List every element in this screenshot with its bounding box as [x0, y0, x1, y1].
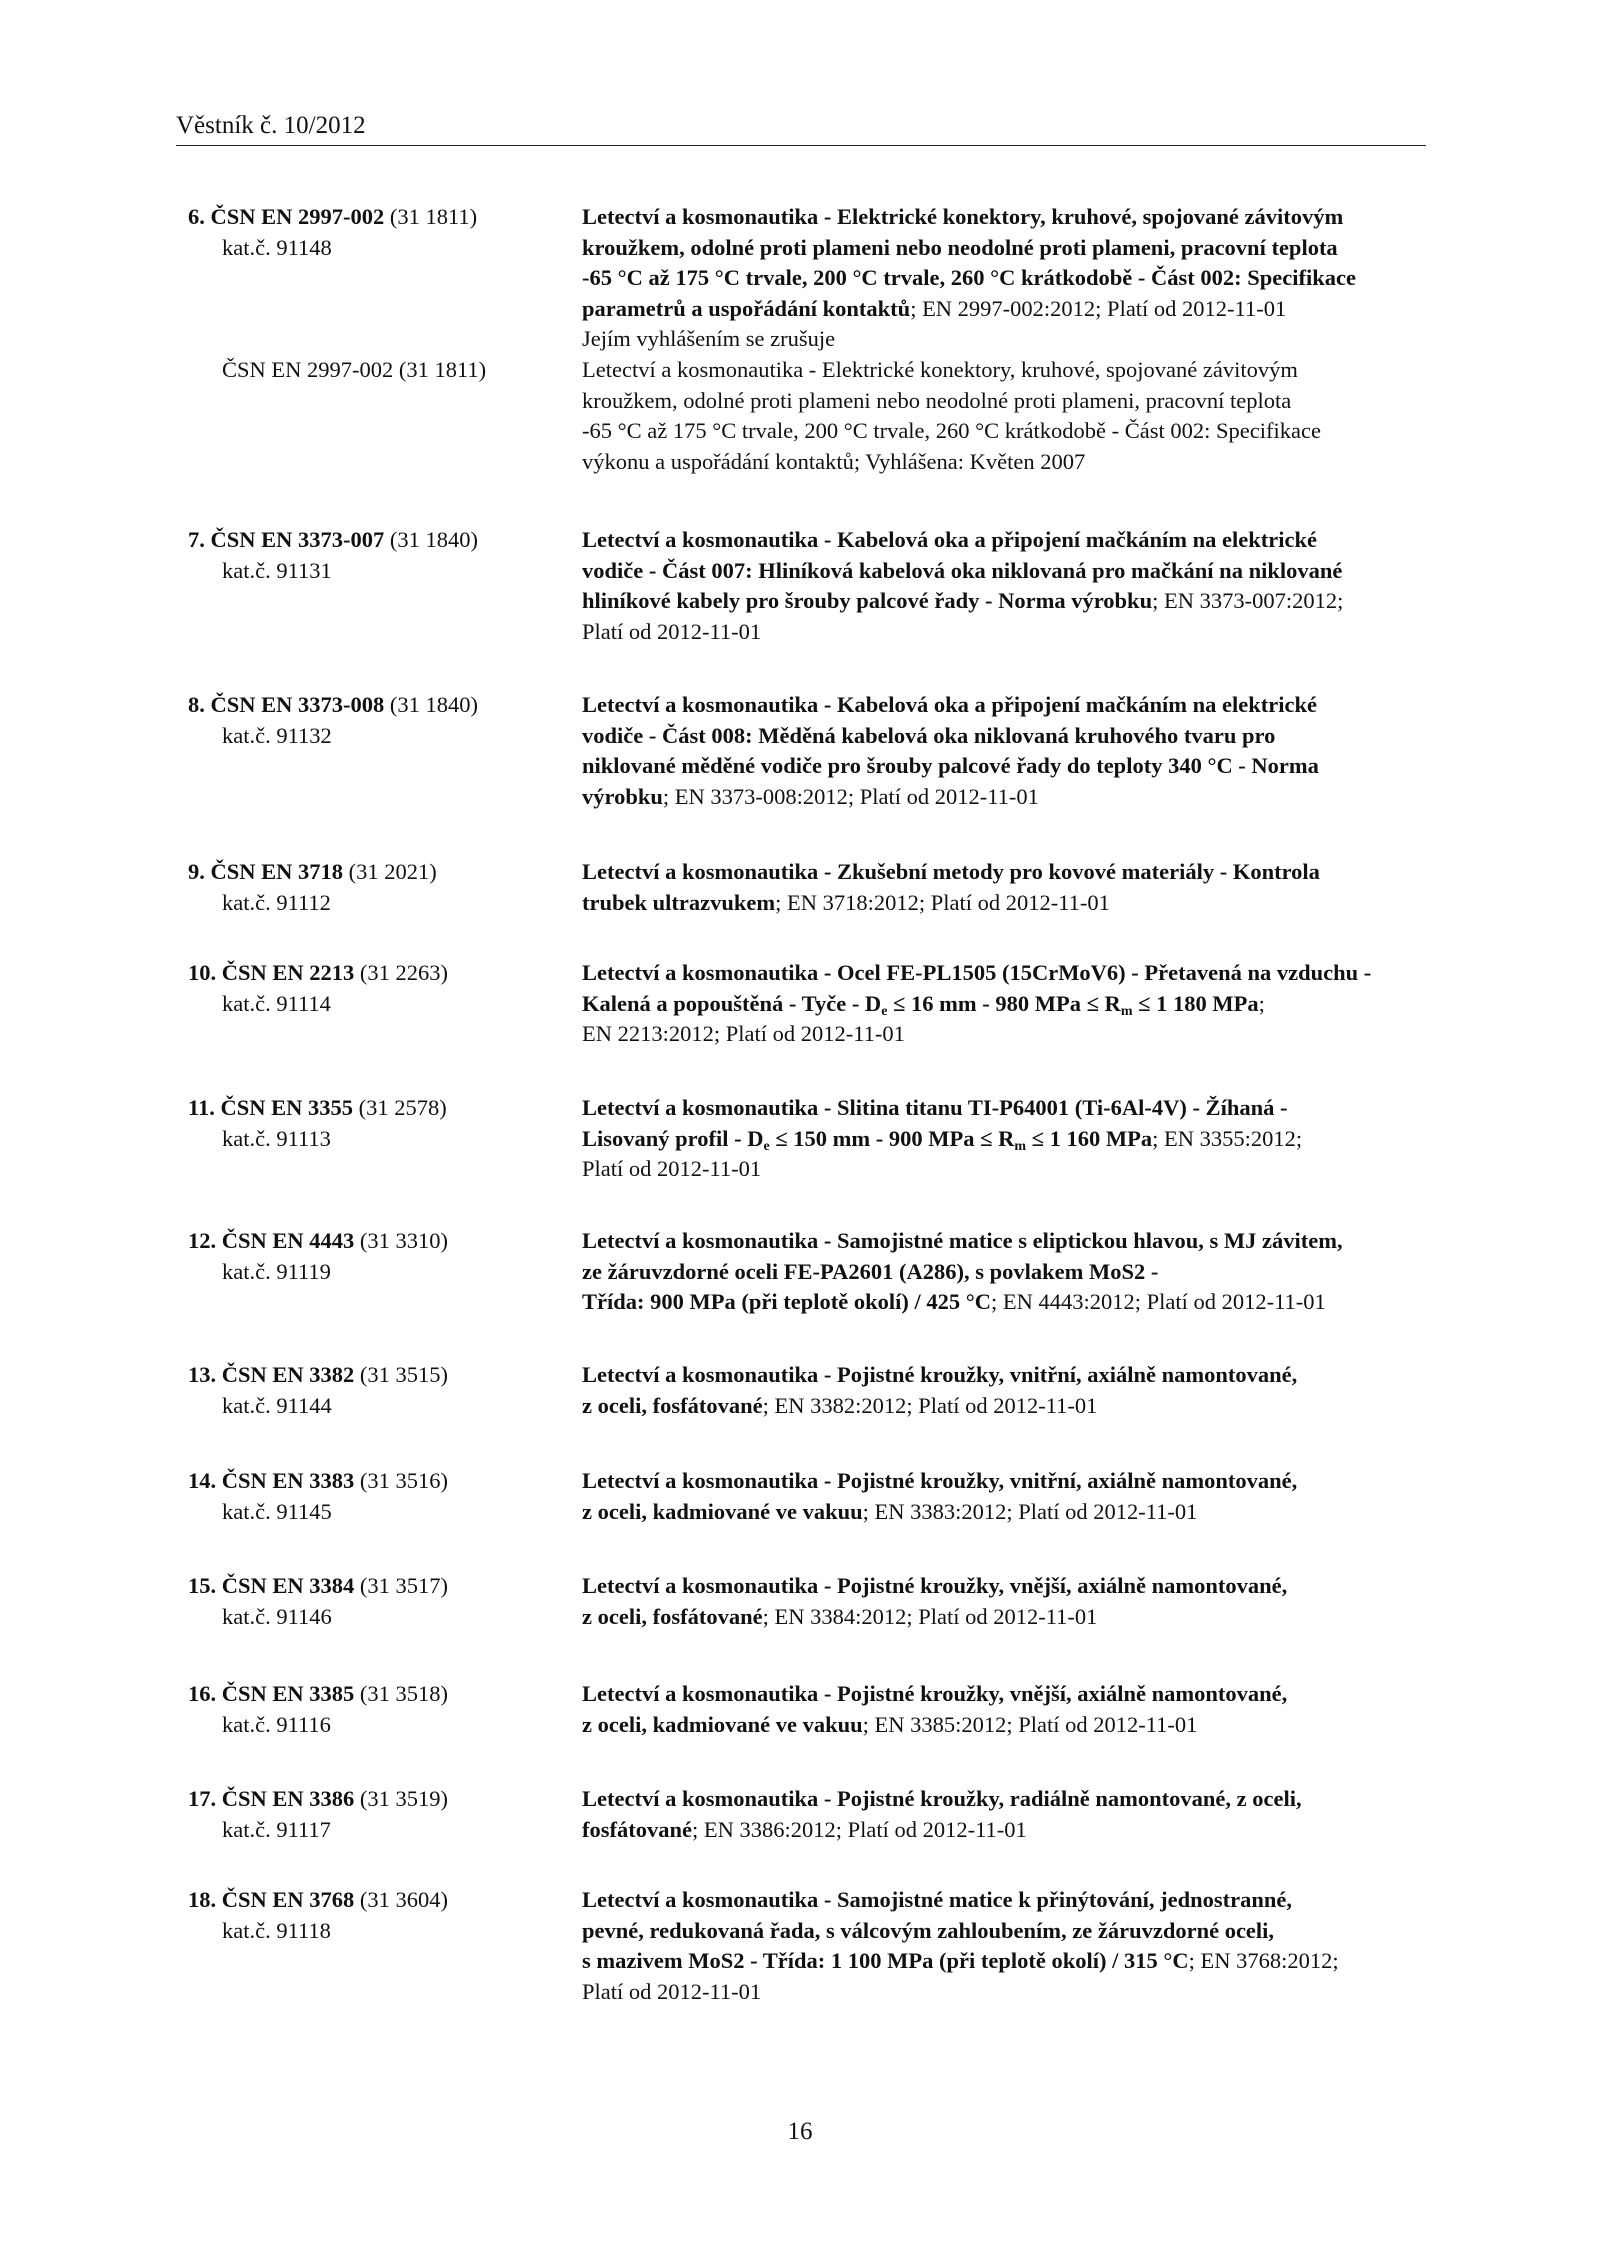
- title-bold-text: Letectví a kosmonautika - Kabelová oka a připojení mačkáním na elektrické: [582, 527, 1317, 552]
- title-line: [582, 324, 1442, 355]
- catalog-number: kat.č. 91112: [222, 889, 331, 915]
- title-bold-text: Letectví a kosmonautika - Pojistné kroužky, vnější, axiálně namontované,: [582, 1681, 1288, 1706]
- title-line: [582, 1710, 1442, 1741]
- title-line: [582, 857, 1442, 888]
- page-header-title: Věstník č. 10/2012: [176, 112, 366, 139]
- title-bold-text: [582, 990, 1259, 1019]
- standard-title-block: [582, 958, 1442, 1050]
- standard-code-line: [188, 1093, 568, 1124]
- standard-id-block: [188, 1571, 568, 1632]
- classification-number: (31 3518): [359, 1681, 449, 1706]
- classification-number: (31 1811): [389, 204, 478, 229]
- classification-number: (31 2263): [359, 960, 449, 985]
- standard-code-line: [188, 1571, 568, 1602]
- standard-id-block: [188, 857, 568, 918]
- title-plain-text: ; EN 3385:2012; Platí od 2012-11-01: [862, 1711, 1198, 1737]
- title-plain-text: Platí od 2012-11-01: [582, 1978, 762, 2004]
- title-plain-text: Platí od 2012-11-01: [582, 618, 762, 644]
- title-line: [582, 690, 1442, 721]
- title-line: [582, 556, 1442, 587]
- classification-number: (31 3604): [359, 1887, 449, 1912]
- entry-number: 16.: [188, 1681, 217, 1706]
- entry-number: 18.: [188, 1887, 217, 1912]
- title-bold-text: vodiče - Část 008: Měděná kabelová oka niklovaná kruhového tvaru pro: [582, 722, 1276, 748]
- entry-number: 7.: [188, 527, 205, 552]
- title-bold-text: Letectví a kosmonautika - Elektrické konektory, kruhové, spojované závitovým: [582, 204, 1344, 229]
- standard-id-block: [188, 690, 568, 751]
- title-line: [582, 1287, 1442, 1318]
- replaced-title-line: kroužkem, odolné proti plameni nebo neodolné proti plameni, pracovní teplota: [582, 387, 1292, 413]
- standard-code: ČSN EN 3355: [220, 1095, 354, 1120]
- title-line: [582, 1093, 1442, 1124]
- title-line: [582, 958, 1442, 989]
- title-plain-text: ; EN 3384:2012; Platí od 2012-11-01: [762, 1603, 1098, 1629]
- title-plain-text: ; EN 3383:2012; Platí od 2012-11-01: [862, 1498, 1198, 1524]
- title-line: [582, 1226, 1442, 1257]
- title-plain-text: ; EN 4443:2012; Platí od 2012-11-01: [990, 1289, 1326, 1314]
- title-line: [582, 1784, 1442, 1815]
- replaced-title-line: Letectví a kosmonautika - Elektrické konektory, kruhové, spojované závitovým: [582, 357, 1298, 382]
- standard-code: ČSN EN 3373-007: [210, 527, 385, 552]
- title-plain-text: ; EN 3382:2012; Platí od 2012-11-01: [762, 1392, 1098, 1418]
- title-line: [582, 1946, 1442, 1977]
- title-line: [582, 1885, 1442, 1916]
- title-plain-text: Platí od 2012-11-01: [582, 1156, 762, 1181]
- catalog-number: kat.č. 91116: [222, 1711, 331, 1737]
- standard-id-block: [188, 1226, 568, 1287]
- entry-number: 8.: [188, 692, 205, 717]
- replaced-standard-code: ČSN EN 2997-002 (31 1811): [222, 357, 487, 382]
- title-bold-text: Letectví a kosmonautika - Pojistné kroužky, vnitřní, axiálně namontované,: [582, 1468, 1298, 1493]
- title-bold-text: kroužkem, odolné proti plameni nebo neodolné proti plameni, pracovní teplota: [582, 234, 1338, 260]
- title-bold-text: Letectví a kosmonautika - Zkušební metody pro kovové materiály - Kontrola: [582, 859, 1320, 884]
- title-line: [582, 1154, 1442, 1185]
- subscript: e: [881, 1003, 888, 1019]
- title-bold-text: Letectví a kosmonautika - Kabelová oka a připojení mačkáním na elektrické: [582, 692, 1317, 717]
- standard-title-block: [582, 1885, 1442, 2007]
- subscript: e: [763, 1138, 770, 1154]
- classification-number: (31 2578): [358, 1095, 447, 1120]
- title-bold-text: Letectví a kosmonautika - Samojistné matice k přinýtování, jednostranné,: [582, 1887, 1292, 1912]
- title-bold-part: ≤ 16 mm - 980 MPa ≤ R: [887, 990, 1121, 1016]
- standard-title-block: [582, 202, 1442, 355]
- standard-code-line: [188, 1226, 568, 1257]
- replaced-standard-title: [582, 355, 1442, 477]
- title-bold-text: z oceli, kadmiované ve vakuu: [582, 1711, 863, 1737]
- entry-number: 15.: [188, 1573, 217, 1598]
- title-plain-text: ; EN 2997-002:2012; Platí od 2012-11-01: [910, 295, 1287, 321]
- title-bold-text: Letectví a kosmonautika - Pojistné kroužky, vnitřní, axiálně namontované,: [582, 1362, 1298, 1387]
- title-line: [582, 1497, 1442, 1528]
- title-bold-text: parametrů a uspořádání kontaktů: [582, 295, 911, 321]
- standard-code: ČSN EN 3373-008: [210, 692, 385, 717]
- title-line: [582, 1466, 1442, 1497]
- standard-code-line: [188, 690, 568, 721]
- standard-title-block: [582, 690, 1442, 812]
- title-plain-text: ; EN 3355:2012;: [1152, 1125, 1303, 1151]
- title-line: [582, 1602, 1442, 1633]
- catalog-number: kat.č. 91131: [222, 557, 332, 583]
- catalog-number: kat.č. 91132: [222, 722, 332, 748]
- standard-code-line: [188, 1784, 568, 1815]
- entry-number: 11.: [188, 1095, 215, 1120]
- standard-title-block: [582, 1360, 1442, 1421]
- title-bold-text: ze žáruvzdorné oceli FE-PA2601 (A286), s povlakem MoS2 -: [582, 1258, 1159, 1284]
- replaced-title-line: výkonu a uspořádání kontaktů; Vyhlášena: Květen 2007: [582, 448, 1086, 474]
- classification-number: (31 3516): [359, 1468, 449, 1493]
- title-line: [582, 1257, 1442, 1288]
- title-bold-text: trubek ultrazvukem: [582, 889, 776, 915]
- title-line: [582, 1977, 1442, 2008]
- classification-number: (31 3517): [359, 1573, 449, 1598]
- title-bold-text: Letectví a kosmonautika - Pojistné kroužky, vnější, axiálně namontované,: [582, 1573, 1288, 1598]
- title-line: [582, 202, 1442, 233]
- title-line: [582, 263, 1442, 294]
- title-bold-text: z oceli, kadmiované ve vakuu: [582, 1498, 863, 1524]
- standard-title-block: [582, 857, 1442, 918]
- title-line: [582, 586, 1442, 617]
- title-line: [582, 525, 1442, 556]
- title-bold-text: Třída: 900 MPa (při teplotě okolí) / 425 °C: [582, 1289, 991, 1314]
- replaced-title-line: -65 °C až 175 °C trvale, 200 °C trvale, 260 °C krátkodobě - Část 002: Specifikace: [582, 418, 1321, 443]
- page-number: 16: [787, 2118, 813, 2145]
- standard-code: ČSN EN 3383: [221, 1468, 355, 1493]
- title-line: [582, 1360, 1442, 1391]
- title-bold-part: ≤ 150 mm - 900 MPa ≤ R: [769, 1125, 1015, 1151]
- entry-number: 12.: [188, 1228, 217, 1253]
- title-plain-text: ; EN 3718:2012; Platí od 2012-11-01: [775, 889, 1110, 915]
- standard-code-line: [188, 1679, 568, 1710]
- standard-title-block: [582, 1093, 1442, 1185]
- catalog-number: kat.č. 91146: [222, 1603, 332, 1629]
- title-plain-text: ; EN 3386:2012; Platí od 2012-11-01: [691, 1816, 1027, 1842]
- standard-id-block: [188, 525, 568, 586]
- standard-code-line: [188, 1360, 568, 1391]
- classification-number: (31 3310): [359, 1228, 449, 1253]
- standard-code-line: [188, 857, 568, 888]
- title-plain-text: EN 2213:2012; Platí od 2012-11-01: [582, 1021, 905, 1046]
- title-bold-text: z oceli, fosfátované: [582, 1392, 763, 1418]
- title-bold-part: Kalená a popouštěná - Tyče - D: [582, 990, 882, 1016]
- standard-code-line: [188, 202, 568, 233]
- standard-code: ČSN EN 3385: [221, 1681, 355, 1706]
- title-bold-part: ≤ 1 160 MPa: [1026, 1125, 1153, 1151]
- title-plain-text: Jejím vyhlášením se zrušuje: [582, 326, 836, 351]
- title-bold-text: pevné, redukovaná řada, s válcovým zahloubením, ze žáruvzdorné oceli,: [582, 1917, 1275, 1943]
- entry-number: 17.: [188, 1786, 217, 1811]
- catalog-number: kat.č. 91144: [222, 1392, 332, 1418]
- title-bold-text: Letectví a kosmonautika - Samojistné matice s eliptickou hlavou, s MJ závitem,: [582, 1228, 1343, 1253]
- title-bold-text: hliníkové kabely pro šrouby palcové řady - Norma výrobku: [582, 588, 1153, 613]
- title-line: [582, 1124, 1442, 1155]
- title-line: [582, 233, 1442, 264]
- standard-code-line: [188, 1466, 568, 1497]
- title-bold-part: Lisovaný profil - D: [582, 1125, 764, 1151]
- entry-number: 6.: [188, 204, 205, 229]
- catalog-number: kat.č. 91118: [222, 1917, 331, 1943]
- title-bold-text: s mazivem MoS2 - Třída: 1 100 MPa (při teplotě okolí) / 315 °C: [582, 1948, 1189, 1973]
- standard-id-block: [188, 958, 568, 1019]
- standard-code: ČSN EN 2997-002: [210, 204, 385, 229]
- standard-id-block: [188, 202, 568, 263]
- standard-title-block: [582, 1466, 1442, 1527]
- standard-title-block: [582, 1679, 1442, 1740]
- classification-number: (31 3515): [359, 1362, 449, 1387]
- standard-title-block: [582, 1226, 1442, 1318]
- title-line: [582, 989, 1442, 1020]
- standard-code: ČSN EN 3718: [210, 859, 344, 884]
- title-bold-text: vodiče - Část 007: Hliníková kabelová oka niklovaná pro mačkání na niklované: [582, 557, 1343, 583]
- classification-number: (31 2021): [348, 859, 437, 884]
- entry-number: 9.: [188, 859, 205, 884]
- standard-code: ČSN EN 4443: [221, 1228, 355, 1253]
- standard-id-block: [188, 1466, 568, 1527]
- title-plain-text: ; EN 3768:2012;: [1188, 1948, 1339, 1973]
- title-plain-text: ; EN 3373-008:2012; Platí od 2012-11-01: [662, 783, 1039, 809]
- title-bold-text: Letectví a kosmonautika - Slitina titanu TI-P64001 (Ti-6Al-4V) - Žíhaná -: [582, 1095, 1288, 1120]
- standard-id-block: [188, 1679, 568, 1740]
- entry-number: 10.: [188, 960, 217, 985]
- title-bold-text: Letectví a kosmonautika - Ocel FE-PL1505 (15CrMoV6) - Přetavená na vzduchu -: [582, 960, 1372, 985]
- title-line: [582, 721, 1442, 752]
- standard-code-line: [188, 525, 568, 556]
- entry-number: 13.: [188, 1362, 217, 1387]
- title-bold-text: výrobku: [582, 783, 663, 809]
- standard-code: ČSN EN 3386: [221, 1786, 355, 1811]
- title-line: [582, 1019, 1442, 1050]
- entry-number: 14.: [188, 1468, 217, 1493]
- standard-id-block: [188, 1885, 568, 1946]
- title-line: [582, 617, 1442, 648]
- standard-code: ČSN EN 3384: [221, 1573, 355, 1598]
- subscript: m: [1120, 1003, 1133, 1019]
- title-plain-text: ; EN 3373-007:2012;: [1152, 588, 1344, 613]
- standard-title-block: [582, 1571, 1442, 1632]
- classification-number: (31 1840): [389, 692, 479, 717]
- catalog-number: kat.č. 91119: [222, 1258, 331, 1284]
- standard-title-block: [582, 1784, 1442, 1845]
- title-line: [582, 294, 1442, 325]
- title-line: [582, 1815, 1442, 1846]
- title-line: [582, 1679, 1442, 1710]
- title-bold-part: ≤ 1 180 MPa: [1132, 990, 1259, 1016]
- title-bold-text: Letectví a kosmonautika - Pojistné kroužky, radiálně namontované, z oceli,: [582, 1786, 1302, 1811]
- standard-id-block: [188, 1784, 568, 1845]
- subscript: m: [1014, 1138, 1027, 1154]
- title-line: [582, 751, 1442, 782]
- title-plain-text: ;: [1258, 990, 1265, 1016]
- title-bold-text: z oceli, fosfátované: [582, 1603, 763, 1629]
- classification-number: (31 1840): [389, 527, 479, 552]
- title-bold-text: niklované měděné vodiče pro šrouby palcové řady do teploty 340 °C - Norma: [582, 753, 1319, 778]
- header-rule: [176, 145, 1426, 146]
- standard-code-line: [188, 1885, 568, 1916]
- standard-code: ČSN EN 2213: [221, 960, 355, 985]
- title-bold-text: -65 °C až 175 °C trvale, 200 °C trvale, 260 °C krátkodobě - Část 002: Specifikace: [582, 265, 1357, 290]
- standard-code-line: [188, 958, 568, 989]
- catalog-number: kat.č. 91114: [222, 990, 331, 1016]
- catalog-number: kat.č. 91113: [222, 1125, 331, 1151]
- standard-code: ČSN EN 3768: [221, 1887, 355, 1912]
- standard-code: ČSN EN 3382: [221, 1362, 355, 1387]
- catalog-number: kat.č. 91117: [222, 1816, 331, 1842]
- catalog-number: kat.č. 91145: [222, 1498, 332, 1524]
- standard-id-block: [188, 1093, 568, 1154]
- title-bold-text: fosfátované: [582, 1816, 692, 1842]
- title-line: [582, 1391, 1442, 1422]
- title-line: [582, 782, 1442, 813]
- standard-title-block: [582, 525, 1442, 647]
- title-line: [582, 1916, 1442, 1947]
- standard-id-block: [188, 1360, 568, 1421]
- catalog-number: kat.č. 91148: [222, 234, 332, 260]
- title-line: [582, 1571, 1442, 1602]
- title-line: [582, 888, 1442, 919]
- title-bold-text: [582, 1125, 1153, 1154]
- classification-number: (31 3519): [359, 1786, 449, 1811]
